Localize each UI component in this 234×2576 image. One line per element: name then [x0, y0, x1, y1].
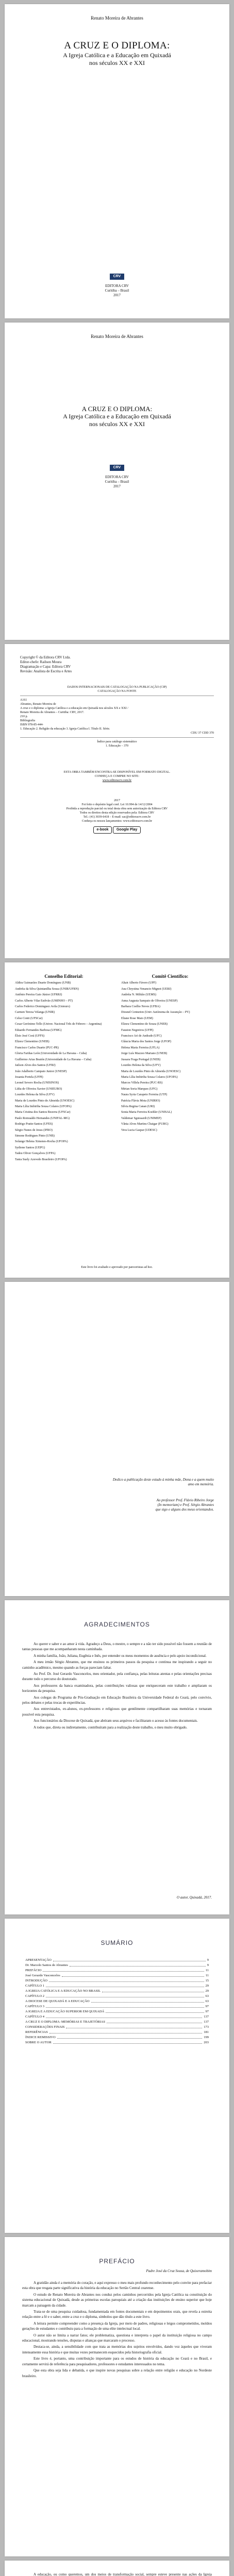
scientific-committee-member: Francisco Ari de Andrade (UFC) — [121, 1035, 162, 1038]
cip-line: Abrantes, Renato Moreira de — [20, 703, 56, 706]
toc-entry[interactable] — [25, 2020, 209, 2025]
toc-entry[interactable] — [25, 1978, 209, 1984]
editorial-board-member: Simone Rodrigues Pinto (UNB) — [15, 1134, 55, 1138]
toc-entry[interactable] — [25, 1994, 209, 1999]
toc-entry-page: 29 — [205, 1989, 209, 1993]
scientific-committee-member: Elizeu Clementino de Souza (UNEB) — [121, 1023, 168, 1026]
toc-entry-label: CAPÍTULO 2 — [25, 1994, 45, 1998]
publisher-city: Curitiba – Brasil — [105, 289, 129, 293]
editorial-board-member: Lourdes Helena da Silva (UFV) — [15, 1093, 55, 1097]
preface-body — [22, 2280, 212, 2380]
scientific-committee-member: Vânia Alves Martins Chaigar (FURG) — [121, 1123, 169, 1126]
scientific-committee-member: Diosnel Centurion (Univ Autónoma de Assunção – PY) — [121, 1011, 190, 1014]
toc-entry-page: 137 — [204, 2015, 209, 2019]
dedication-line: Ao professor Prof. Flávio Ribeiro Jorge — [156, 1498, 214, 1502]
scientific-committee-member: Barbara Coelho Neves (UFBA) — [121, 1005, 160, 1009]
paragraph: Que esta obra seja lida e debatida, e que inspire novas pesquisas sobre a relação entre religião e educação no Nordeste brasileiro. — [22, 2368, 212, 2378]
editorial-board-member: Elizeu Clementino (UNEB) — [15, 1040, 49, 1044]
toc-entry-page: 63 — [205, 1994, 209, 1998]
scientific-committee-member: Maria de Lourdes Pinto de Almeida (UNOESC) — [121, 1070, 181, 1073]
toc-entry-label: A IGREJA CATÓLICA E A EDUCAÇÃO NO BRASIL — [25, 1989, 101, 1993]
legal-subtitle: CONHEÇA E COMPRE NO SITE: — [94, 775, 139, 778]
toc-entry-label: José Gerardo Vasconcelos — [25, 1974, 60, 1977]
toc-leader-dots — [62, 1973, 204, 1977]
editorial-board-member: Sérgio Nunes de Jesus (IFRO) — [15, 1128, 53, 1132]
crv-logo-icon: CRV — [110, 465, 124, 471]
toc-entry-label: A IGREJA E A EDUCAÇÃO SUPERIOR EM QUIXADÁ — [25, 2010, 105, 2013]
toc-entry[interactable] — [25, 1984, 209, 1989]
toc-entry-label: CAPÍTULO 3 — [25, 2005, 45, 2008]
editorial-board-member: Maria de Lourdes Pinto de Almeida (UNOESC) — [15, 1099, 75, 1103]
crv-logo-icon: CRV — [110, 274, 124, 280]
paragraph: Aos professores da banca examinadora, pelas contribuições valiosas que enriqueceram este trabalho e ampliaram os horizontes da pesquisa. — [22, 1683, 212, 1693]
author-name: Renato Moreira de Abrantes — [91, 334, 143, 339]
toc-entry[interactable] — [25, 2025, 209, 2030]
author-name: Renato Moreira de Abrantes — [91, 15, 143, 21]
book-subtitle-line-1: A Igreja Católica e a Educação em Quixadá — [63, 52, 171, 59]
toc-leader-dots — [106, 2009, 204, 2013]
toc-entry[interactable] — [25, 2040, 209, 2045]
publisher-year: 2017 — [113, 293, 121, 297]
toc-entry[interactable] — [25, 2004, 209, 2009]
toc-entry-label: PREFÁCIO — [25, 1969, 42, 1972]
paragraph: A gratidão ainda é a memória do coração, e aqui expresso o meu mais profundo reconhecimento pelo convite para prefaciar esta obra que resgata parte significativa da história da educação no Sertão Central cearense. — [22, 2281, 212, 2291]
editorial-board-member: Carmen Tereza Velanga (UNIR) — [15, 1011, 55, 1014]
cip-block — [20, 685, 214, 748]
toc-entry-label: A DIOCESE DE QUIXADÁ E A EDUCAÇÃO — [25, 1999, 90, 2003]
scientific-committee-member: Gláucia Maria dos Santos Jorge (UFOP) — [121, 1040, 172, 1044]
editorial-board-member: Gloria Fariñas León (Universidade de La Havana – Cuba) — [15, 1052, 87, 1056]
title-page — [5, 323, 229, 640]
toc-leader-dots — [53, 1958, 206, 1961]
scientific-committee-member: Anna Augusta Sampaio de Oliveira (UNESP) — [121, 999, 178, 1003]
editorial-board-member: Josania Portela (UFPI) — [15, 1075, 43, 1079]
paragraph: A educação, ou como queremos, um dos meios de transformação social, sempre esteve presente nas ações da Igreja — [34, 2572, 212, 2576]
title-block — [5, 405, 229, 428]
google-play-badge[interactable]: Google Play — [113, 826, 141, 834]
toc-entry[interactable] — [25, 1963, 209, 1968]
cip-line: Bibliografia — [20, 719, 35, 722]
editorial-board-member: João Adalberto Campato Junior (UNESP) — [15, 1070, 67, 1073]
paragraph: O estudo de Renato Moreira de Abrantes nos conduz pelos caminhos percorridos pela Igreja Católica na constituição do sistema educacional de Quixadá, desde as primeiras escolas paroquiais até a criação das instituições de ensino superior que hoje marcam a paisagem da cidade. — [22, 2292, 212, 2308]
editorial-board-member: Eduardo Fernandes Barbosa (UFMG) — [15, 1028, 62, 1032]
cip-line: CDU 37 CDD 370 — [191, 732, 214, 735]
toc-entry[interactable] — [25, 1989, 209, 1994]
toc-leader-dots — [49, 2030, 203, 2033]
text-page — [5, 2561, 229, 2576]
toc-entry-label: APRESENTAÇÃO — [25, 1958, 52, 1962]
toc-entry[interactable] — [25, 1958, 209, 1963]
scientific-committee-member: Fauston Negreiros (UFPI) — [121, 1028, 154, 1032]
scientific-committee-member: Maria Lília Imbiriba Sousa Colares (UFOPA) — [121, 1075, 178, 1079]
title-block — [5, 40, 229, 67]
editorial-board-member: Maria Lília Imbiriba Sousa Colares (UFOPA) — [15, 1105, 72, 1108]
scientific-committee-member: Sonia Maria Ferreira Koehler (UNISAL) — [121, 1111, 172, 1114]
book-title: A CRUZ E O DIPLOMA: — [81, 405, 153, 413]
toc-leader-dots — [46, 1994, 204, 1997]
editorial-board-member: Carlos Federico Dominguez Avila (Unieuro) — [15, 1005, 70, 1009]
toc-leader-dots — [43, 1968, 204, 1972]
acknowledgements-page — [5, 1600, 229, 1914]
copyright-line: Editor-chefe: Railson Moura — [20, 660, 62, 664]
scientific-committee-member: Lourdes Helena da Silva (UFV) — [121, 1064, 161, 1067]
acknowledgements-signoff: O autor, Quixadá, 2017. — [176, 1895, 212, 1900]
book-subtitle-line-2: nos séculos XX e XXI — [89, 59, 145, 66]
editorial-board-member: Carlos Alberto Vilar Estêvão (UMINHO – PT) — [15, 999, 73, 1003]
dedication-text — [113, 1478, 214, 1487]
toc-heading: SUMÁRIO — [101, 1939, 133, 1946]
cip-subtitle: CATALOGAÇÃO NA FONTE — [97, 690, 137, 693]
toc-page — [5, 1919, 229, 2233]
paragraph: A minha família, João, Juliana, Eugênia e Inês, por entender os meus momentos de ausência e pelo apoio incondicional. — [34, 1653, 207, 1658]
toc-entry-page: 11 — [205, 1974, 209, 1977]
editorial-board-member: Solange Helena Ximenes-Rocha (UFOPA) — [15, 1140, 68, 1144]
acknowledgements-heading: AGRADECIMENTOS — [84, 1621, 150, 1628]
copyright-lines — [20, 655, 214, 674]
dedication-line: (In memoriam) e Prof. Sérgio Abrantes — [157, 1503, 214, 1507]
copyright-page — [5, 644, 229, 958]
toc-entry-page: 203 — [204, 2041, 209, 2044]
editorial-board-member: Lídia de Oliveira Xavier (UNIEURO) — [15, 1087, 62, 1091]
publisher-city: Curitiba – Brasil — [105, 480, 129, 484]
toc-entry-page: 9 — [207, 1963, 209, 1967]
copyright-line: Copyright © da Editora CRV Ltda. — [20, 655, 71, 659]
cip-line: 1. Educação 2. Religião da educação 3. Igreja Católica I. Título II. Série. — [20, 727, 110, 731]
scientific-committee — [121, 975, 219, 1134]
editorial-board-member: Leonel Severo Rocha (UNISINOS) — [15, 1081, 59, 1085]
scientific-committee-member: Mirian Soria Marques (UFG) — [121, 1087, 158, 1091]
editorial-board-member: Tania Suely Azevedo Brasileiro (UFOPA) — [15, 1158, 67, 1161]
editorial-board-member: Guillermo Arias Beatón (Universidade de La Havana – Cuba) — [15, 1058, 92, 1061]
toc-entry-page: 11 — [205, 1969, 209, 1972]
scientific-committee-member: Valdemar Sguissardi (UNIMEP) — [121, 1116, 161, 1120]
toc-entry[interactable] — [25, 2035, 209, 2040]
editorial-board-member: Rodrigo Pratte-Santos (UFES) — [15, 1123, 53, 1126]
editorial-board-member: Sydione Santos (UEPG) — [15, 1146, 45, 1149]
publisher-name: EDITORA CRV — [105, 475, 129, 479]
paragraph: Ao Prof. Dr. José Gerardo Vasconcelos, meu orientador, pela confiança, pelas leituras atentas e pelas orientações precisas durante todo o percurso do doutorado. — [22, 1672, 212, 1682]
toc-entry-page: 15 — [205, 1979, 209, 1982]
toc-entry-page: 29 — [205, 1984, 209, 1988]
toc-entry-page: 97 — [205, 2010, 209, 2013]
toc-entry[interactable] — [25, 1999, 209, 2004]
preface-heading: PREFÁCIO — [99, 2258, 135, 2265]
cip-title: DADOS INTERNACIONAIS DE CATALOGAÇÃO NA PUBLICAÇÃO (CIP) — [67, 686, 167, 689]
paragraph: Aos colegas do Programa de Pós-Graduação em Educação Brasileira da Universidade Federal do Ceará, pelo convívio, pelos debates e pelas trocas de experiências. — [22, 1695, 212, 1705]
cip-line: ISBN 978-85-444- — [20, 723, 44, 726]
copyright-line: Diagramação e Capa: Editora CRV — [20, 665, 71, 669]
toc-entry-page: 173 — [204, 2025, 209, 2029]
dedication-page — [5, 1282, 229, 1596]
editorial-board-member: Maria Cristina dos Santos Bezerra (UFSCar) — [15, 1111, 71, 1114]
cip-line: Renato Moreira de Abrantes – Curitiba: CRV, 2017. — [20, 711, 85, 714]
paragraph: A todos que, direta ou indiretamente, contribuíram para a realização deste trabalho, o meu muito obrigado. — [34, 1725, 188, 1730]
toc-entry-label: ÍNDICE REMISSIVO — [25, 2036, 56, 2039]
paragraph: Ao querer e saber e ao amor à vida. Agradeço a Deus, o mestre, o sempre e a não ter sido possível não fossem a reunião de tantas pessoas que me acompanharam nesta caminhada. — [22, 1642, 212, 1652]
book-title: A CRUZ E O DIPLOMA: — [64, 40, 170, 51]
toc-entry[interactable] — [25, 2030, 209, 2035]
index-line: 1. Educação – 370 — [105, 744, 129, 748]
editorial-board-member: Jailson Alves dos Santos (UFRJ) — [15, 1064, 56, 1067]
cip-line: A161 — [20, 699, 27, 702]
toc-entry[interactable] — [25, 1973, 209, 1978]
editorial-board-member: Paulo Romualdo Hernandes (UNIFAL-MG) — [15, 1116, 70, 1120]
scientific-committee-list — [121, 981, 219, 1132]
paragraph: Aos funcionários da Diocese de Quixadá, que abriram seus arquivos e facilitaram o acesso às fontes documentais. — [34, 1719, 198, 1723]
toc-entry-page: 63 — [205, 1999, 209, 2003]
publisher-logo — [5, 270, 229, 280]
book-subtitle-line-1: A Igreja Católica e a Educação em Quixadá — [63, 413, 171, 420]
paragraph: Este livro é, portanto, uma contribuição importante para os estudos de história da educação no Ceará e no Brasil, e certamente servirá de referência para pesquisadores, professores e estudantes interessados no tema. — [22, 2357, 212, 2366]
scientific-committee-title: Comitê Científico: — [152, 974, 189, 979]
scientific-committee-member: Jussara Fraga Portugal (UNEB) — [121, 1058, 161, 1061]
toc-entry-label: REFERÊNCIAS — [25, 2030, 48, 2034]
toc-entry[interactable] — [25, 1968, 209, 1973]
paragraph: O autor não se limita a narrar fatos; ele problematiza, questiona e interpreta o papel da instituição religiosa no campo educacional, mostrando tensões, disputas e alianças que marcaram o processo. — [22, 2333, 212, 2343]
toc-entry-page: 97 — [205, 2005, 209, 2008]
toc-leader-dots — [53, 2040, 202, 2044]
toc-entry-label: INTRODUÇÃO — [25, 1979, 47, 1982]
toc-leader-dots — [66, 2025, 202, 2028]
toc-entry-page: 9 — [207, 1958, 209, 1962]
toc-entry-page: 137 — [204, 2020, 209, 2024]
publisher-block — [5, 462, 229, 489]
paragraph: Destaca-se, ainda, a sensibilidade com que trata as memórias dos sujeitos envolvidos, dando voz àqueles que viveram intensamente essa história e que muitas vezes permanecem esquecidos pela historiografia oficial. — [22, 2345, 212, 2354]
editorial-board-member: Celso Conti (UFSCar) — [15, 1016, 43, 1020]
dedication-line: que sigo e alguns dos meus orientandos. — [155, 1507, 214, 1512]
scientific-committee-member: Naura Syria Carapeto Ferreira (UTP) — [121, 1093, 168, 1097]
toc-entry-label: CONSIDERAÇÕES FINAIS — [25, 2025, 65, 2029]
paragraph: Trata-se de uma pesquisa cuidadosa, fundamentada em fontes documentais e em depoimentos orais, que revela a estreita relação entre a fé e o saber, entre a cruz e o diploma, símbolos que dão título a este livro. — [22, 2310, 212, 2319]
toc-entry[interactable] — [25, 2014, 209, 2020]
half-title-page — [5, 4, 229, 318]
scientific-committee-member: Patrícia Flávia Mota (UNIRIO) — [121, 1099, 160, 1103]
scientific-committee-member: Andréia N. Militão (UEMS) — [121, 993, 156, 997]
scientific-committee-member: Silvia Regina Canan (URI) — [121, 1105, 155, 1108]
toc-leader-dots — [57, 2035, 203, 2039]
publisher-name: EDITORA CRV — [105, 284, 129, 288]
paragraph: A meu irmão Sérgio Abrantes, que me ensinou os primeiros passos da pesquisa e continua me inspirando a seguir no caminho acadêmico, mesmo quando as forças pareciam faltar. — [22, 1660, 212, 1670]
toc-list — [25, 1958, 209, 2045]
publisher-lines — [5, 284, 229, 298]
editorial-board-member: Cesar Gerónimo Tello (Univer. Nacional Três de Febrero – Argentina) — [15, 1023, 102, 1026]
dedication-second — [156, 1498, 214, 1512]
page-body — [22, 2572, 212, 2576]
rights-line: Todos os direitos desta edição reservados pela: Editora CRV — [79, 811, 155, 815]
index-title: Índice para catálogo sistemático — [97, 740, 137, 743]
rights-line: Foi feito o depósito legal conf. Lei 10.994 de 14/12/2004 — [81, 803, 153, 806]
editorial-board-member: Aldira Guimarães Duarte Domínguez (UNB) — [15, 981, 71, 985]
toc-entry-label: CAPÍTULO 4 — [25, 2015, 45, 2019]
scientific-committee-member: Marcos Villela Pereira (PUC-RS) — [121, 1081, 163, 1085]
toc-leader-dots — [107, 2020, 202, 2023]
copyright-line: Revisão: Analista de Escrita e Artes — [20, 669, 72, 673]
toc-entry-label: Dr. Marcelo Santos de Abrantes — [25, 1963, 68, 1967]
toc-leader-dots — [70, 1963, 206, 1967]
toc-leader-dots — [46, 1984, 204, 1987]
book-subtitle-line-2: nos séculos XX e XXI — [89, 420, 145, 428]
board-page — [5, 962, 229, 1278]
toc-entry-label: A CRUZ E O DIPLOMA: MEMÓRIAS E TRAJETÓRIAS — [25, 2020, 105, 2024]
editorial-board-member: Élsio José Corá (UFFS) — [15, 1035, 45, 1038]
rights-block — [20, 799, 214, 834]
cip-line: A cruz e o diploma: a Igreja Católica e a educação em Quixadá nos séculos XX e XXI / — [20, 707, 128, 710]
publisher-year: 2017 — [113, 484, 121, 488]
toc-entry-page: 181 — [204, 2030, 209, 2034]
site-link[interactable]: www.editoracrv.com.br — [102, 779, 132, 782]
editorial-board-title: Conselho Editorial: — [44, 974, 83, 979]
review-note: Este livro foi avaliado e aprovado por pareceristas ad hoc. — [81, 1266, 153, 1269]
scientific-committee-member: Altair Alberto Fávero (UPF) — [121, 981, 157, 985]
toc-entry-label: CAPÍTULO 1 — [25, 1984, 45, 1988]
rights-line: Conheça os nossos lançamentos: www.editoracrv.com.br — [81, 820, 153, 823]
editorial-board — [15, 975, 113, 1164]
cip-line: 210 p. — [20, 715, 28, 718]
scientific-committee-member: Helena Maria Ferreira (UFLA) — [121, 1046, 160, 1049]
scientific-committee-member: Ana Chrystina Venancio Mignot (UERJ) — [121, 987, 172, 991]
editorial-board-member: Francisco Carlos Duarte (PUC-PR) — [15, 1046, 59, 1049]
toc-leader-dots — [46, 2014, 202, 2018]
editorial-board-member: Tadeu Oliver Gonçalves (UFPA) — [15, 1152, 56, 1156]
scientific-committee-member: Vera Lucia Gaspar (UDESC) — [121, 1128, 157, 1132]
editorial-board-list — [15, 981, 113, 1162]
rights-line: Proibida a reprodução parcial ou total desta obra sem autorização da Editora CRV — [66, 807, 168, 810]
paragraph: Aos entrevistados, ex-alunos, ex-professores e religiosos que gentilmente compartilharam suas memórias e tornaram possível esta pesquisa. — [22, 1707, 212, 1717]
acknowledgements-body — [22, 1641, 212, 1731]
toc-entry-label: SOBRE O AUTOR — [25, 2041, 52, 2044]
toc-entry-page: 199 — [204, 2036, 209, 2039]
scientific-committee-member: Jorge Luís Mazzeo Mariano (UNEB) — [121, 1052, 168, 1056]
editorial-board-member: Antônio Pereira Gaio Júnior (UFRRJ) — [15, 993, 62, 997]
editorial-board-member: Andréia da Silva Quintanilha Sousa (UNIR/UFRN) — [15, 987, 79, 991]
ebook-badge[interactable]: e-book — [93, 826, 112, 834]
publisher-block — [5, 270, 229, 298]
paragraph: A leitura permite compreender como a presença da Igreja, por meio de padres, religiosas e leigos comprometidos, moldou gerações de estudantes e contribuiu para a formação de uma elite intelectual local. — [22, 2321, 212, 2331]
dedication-line: Dedico a publicação deste estudo à minha mãe, Dona e a quem muito — [112, 1478, 214, 1482]
toc-leader-dots — [91, 1999, 204, 2003]
scientific-committee-member: Eliane Rose Maio (UEM) — [121, 1016, 153, 1020]
rights-line: Tel.: (41) 3039-6418 – E-mail: sac@editoracrv.com.br — [83, 816, 151, 819]
toc-leader-dots — [49, 1978, 204, 1982]
rights-line: 2017 — [114, 799, 120, 802]
toc-leader-dots — [102, 1989, 204, 1992]
legal-block — [20, 770, 214, 783]
preface-page — [5, 2237, 229, 2556]
toc-entry[interactable] — [25, 2009, 209, 2014]
toc-leader-dots — [46, 2004, 204, 2008]
legal-title: ESTA OBRA TAMBÉM ENCONTRA-SE DISPONÍVEL EM FORMATO DIGITAL. — [63, 771, 171, 774]
dedication-line: amo em memória. — [188, 1482, 214, 1486]
preface-byline: Padre José da Cruz Sousa, de Quixeramobim — [146, 2269, 212, 2273]
